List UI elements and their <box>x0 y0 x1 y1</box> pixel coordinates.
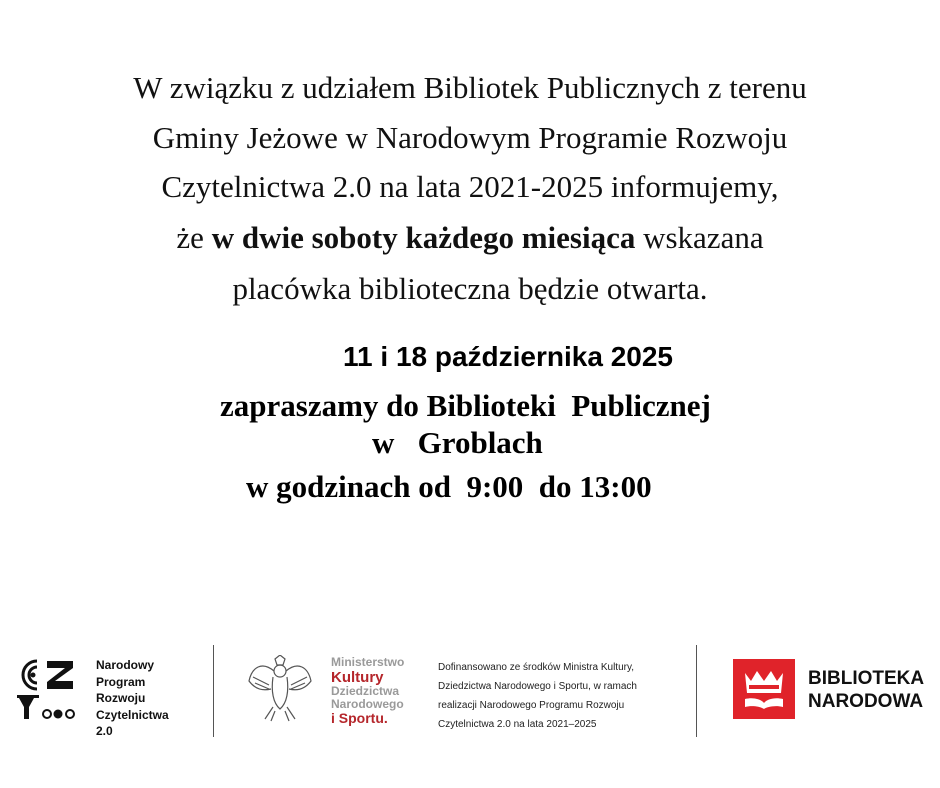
nprc-logo-icon <box>15 657 77 721</box>
text: Program <box>96 674 146 689</box>
ministry-logo <box>331 656 404 725</box>
place: w Groblach <box>372 425 543 460</box>
text: Narodowy <box>96 658 155 672</box>
intro-line-5: placówka biblioteczna będzie otwarta. <box>232 271 708 306</box>
text: Ministerstwo <box>331 655 405 669</box>
nprc-name <box>96 657 169 740</box>
eagle-emblem-icon <box>247 655 313 723</box>
text: 2.0 <box>96 724 113 738</box>
text: że <box>176 220 212 255</box>
emphasis: w dwie soboty każdego miesiąca <box>211 220 636 255</box>
text: Dofinansowano ze środków Ministra Kultury, <box>438 662 635 673</box>
intro-line-1: W związku z udziałem Bibliotek Publicznych z terenu <box>133 70 807 105</box>
hours: w godzinach od 9:00 do 13:00 <box>246 469 652 504</box>
biblioteka-narodowa-logo-icon <box>733 659 795 719</box>
dates: 11 i 18 października 2025 <box>343 341 673 372</box>
intro-line-4 <box>0 220 940 256</box>
funding-note <box>438 658 637 734</box>
divider <box>213 645 214 737</box>
intro-line-3: Czytelnictwa 2.0 na lata 2021-2025 informujemy, <box>161 169 779 204</box>
text: i Sportu. <box>331 709 388 726</box>
text: NARODOWA <box>808 691 924 712</box>
bn-name <box>808 667 924 713</box>
text: Rozwoju <box>96 691 146 705</box>
text: realizacji Narodowego Programu Rozwoju <box>438 700 625 711</box>
text: Czytelnictwa <box>96 707 169 722</box>
invite: zapraszamy do Biblioteki Publicznej <box>220 388 711 423</box>
text: Dziedzictwa Narodowego i Sportu, w ramach <box>438 681 637 692</box>
intro-line-2: Gminy Jeżowe w Narodowym Programie Rozwoju <box>152 120 788 155</box>
text: Dziedzictwa <box>331 683 400 698</box>
text: Narodowego <box>331 697 404 711</box>
text: wskazana <box>635 220 764 255</box>
divider <box>696 645 697 737</box>
text: BIBLIOTEKA <box>808 668 925 689</box>
text: Kultury <box>331 668 384 686</box>
text: Czytelnictwa 2.0 na lata 2021–2025 <box>438 719 597 730</box>
